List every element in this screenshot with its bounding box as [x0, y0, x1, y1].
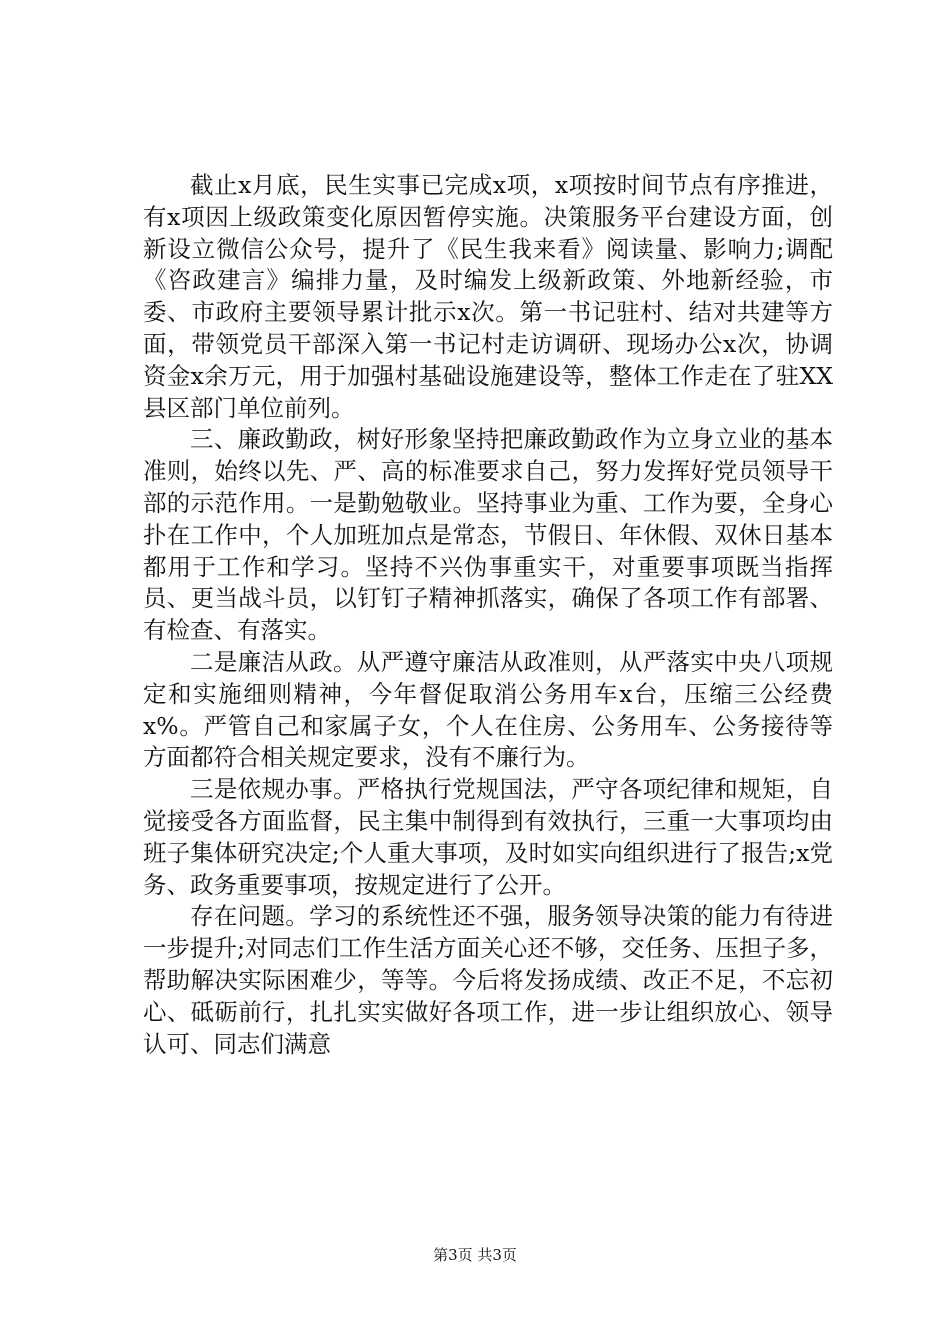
page-number-footer: 第3页 共3页: [433, 1246, 517, 1264]
paragraph: 二是廉洁从政。从严遵守廉洁从政准则，从严落实中央八项规定和实施细则精神，今年督促取消公务用车x台，压缩三公经费x%。严管自己和家属子女，个人在住房、公务用车、公务接待等方面都符合相关规定要求，没有不廉行为。: [143, 647, 833, 772]
paragraph: 三是依规办事。严格执行党规国法，严守各项纪律和规矩，自觉接受各方面监督，民主集中制得到有效执行，三重一大事项均由班子集体研究决定;个人重大事项，及时如实向组织进行了报告;x党务、政务重要事项，按规定进行了公开。: [143, 775, 833, 899]
paragraph: 截止x月底，民生实事已完成x项，x项按时间节点有序推进，有x项因上级政策变化原因暂停实施。决策服务平台建设方面，创新设立微信公众号，提升了《民生我来看》阅读量、影响力;调配《咨政建言》编排力量，及时编发上级新政策、外地新经验，市委、市政府主要领导累计批示x次。第一书记驻村、结对共建等方面，带领党员干部深入第一书记村走访调研、现场办公x次，协调资金x余万元，用于加强村基础设施建设等，整体工作走在了驻XX县区部门单位前列。: [143, 171, 833, 422]
paragraph: 存在问题。学习的系统性还不强，服务领导决策的能力有待进一步提升;对同志们工作生活方面关心还不够，交任务、压担子多，帮助解决实际困难少，等等。今后将发扬成绩、改正不足，不忘初心、砥砺前行，扎扎实实做好各项工作，进一步让组织放心、领导认可、同志们满意: [143, 902, 833, 1058]
document-body: [143, 170, 833, 1060]
paragraph: 三、廉政勤政，树好形象坚持把廉政勤政作为立身立业的基本准则，始终以先、严、高的标准要求自己，努力发挥好党员领导干部的示范作用。一是勤勉敬业。坚持事业为重、工作为要，全身心扑在工作中，个人加班加点是常态，节假日、年休假、双休日基本都用于工作和学习。坚持不兴伪事重实干，对重要事项既当指挥员、更当战斗员，以钉钉子精神抓落实，确保了各项工作有部署、有检查、有落实。: [143, 425, 833, 645]
